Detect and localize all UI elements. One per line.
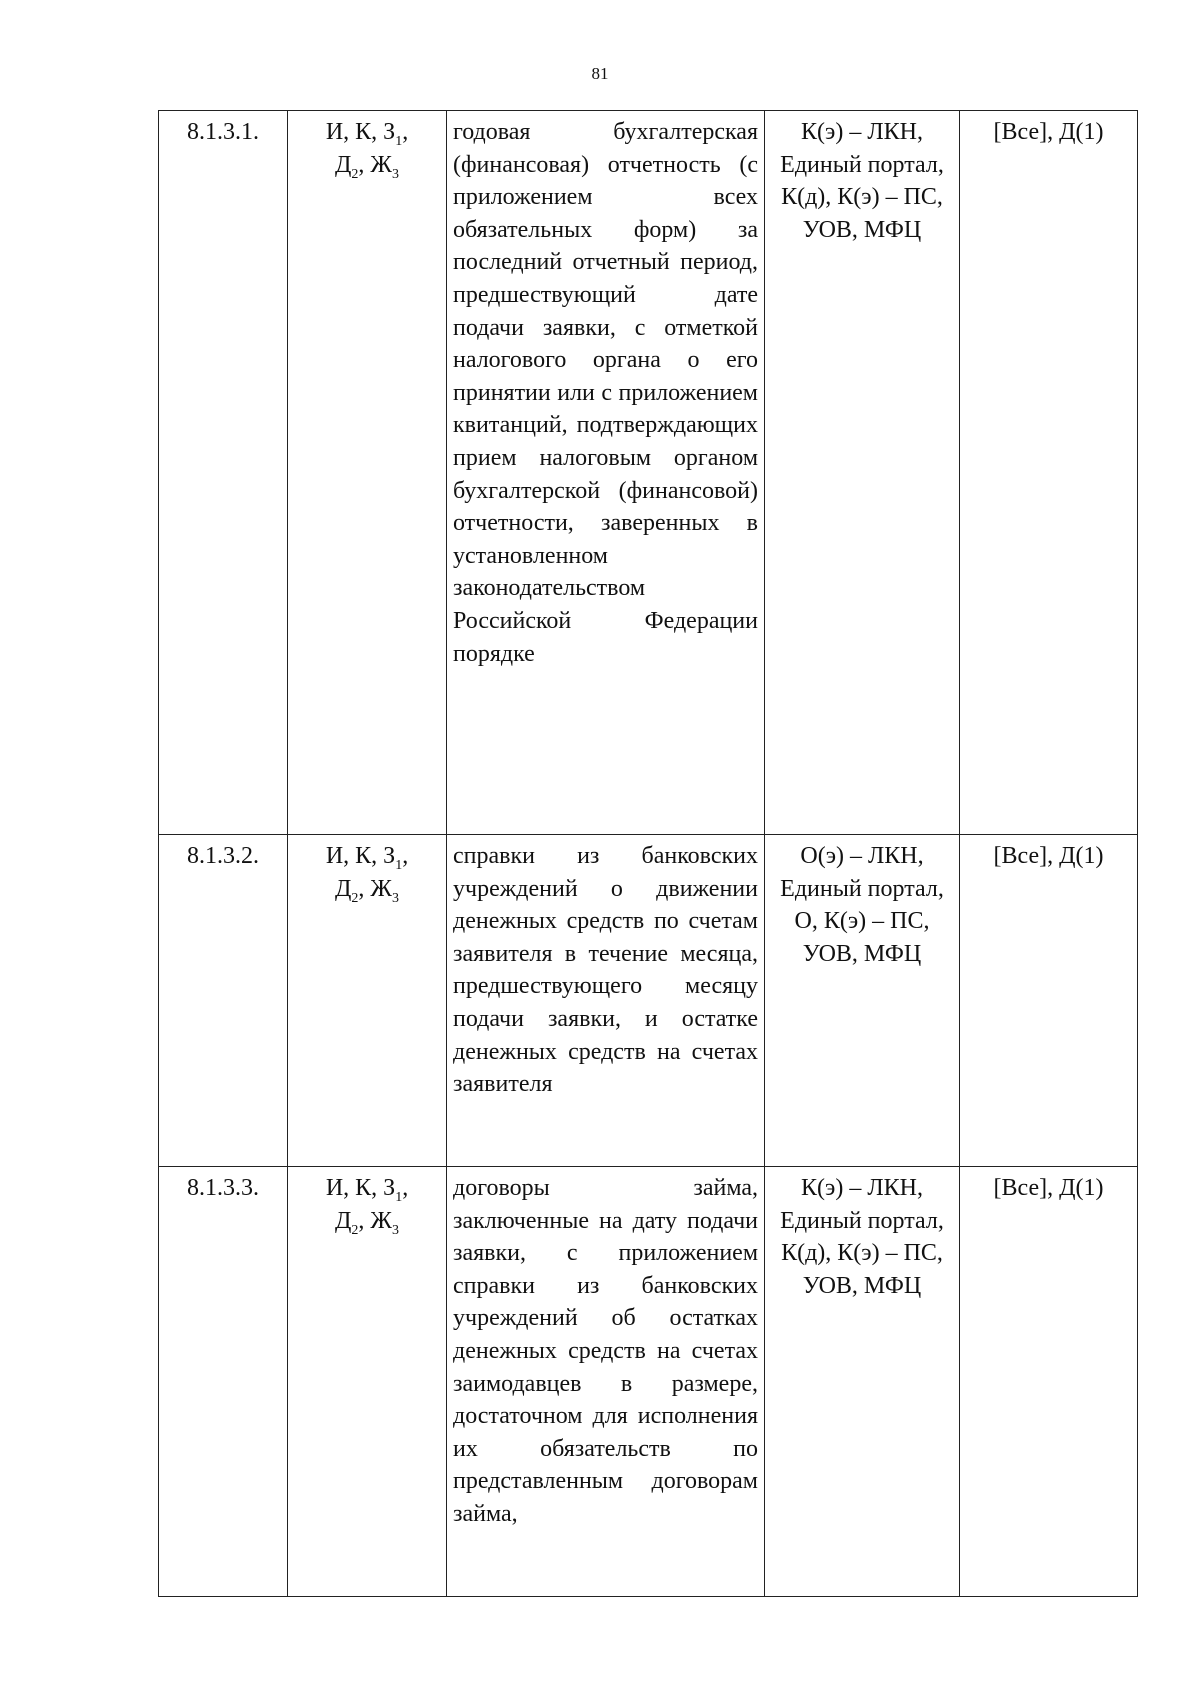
applicability: [Все], Д(1) (960, 111, 1138, 835)
requirements-table (158, 110, 1138, 1597)
applicant-codes: И, К, $З_1$, $Д_2$, $Ж_3$ (288, 111, 447, 835)
table-row (159, 1167, 1138, 1597)
submission-format: О(э) – ЛКН, Единый портал, О, К(э) – ПС, УОВ, МФЦ (765, 835, 960, 1167)
row-number: 8.1.3.2. (159, 835, 288, 1167)
table-row (159, 111, 1138, 835)
row-number: 8.1.3.3. (159, 1167, 288, 1597)
applicant-codes: И, К, $З_1$, $Д_2$, $Ж_3$ (288, 835, 447, 1167)
submission-format: К(э) – ЛКН, Единый портал, К(д), К(э) – ПС, УОВ, МФЦ (765, 111, 960, 835)
applicability: [Все], Д(1) (960, 835, 1138, 1167)
table-row (159, 835, 1138, 1167)
document-description: справки из банковских учреждений о движении денежных средств по счетам заявителя в течение месяца, предшествующего месяцу подачи заявки, и остатке денежных средств на счетах заявителя (447, 835, 765, 1167)
submission-format: К(э) – ЛКН, Единый портал, К(д), К(э) – ПС, УОВ, МФЦ (765, 1167, 960, 1597)
page-number: 81 (591, 64, 609, 83)
applicability: [Все], Д(1) (960, 1167, 1138, 1597)
applicant-codes: И, К, $З_1$, $Д_2$, $Ж_3$ (288, 1167, 447, 1597)
row-number: 8.1.3.1. (159, 111, 288, 835)
document-description: договоры займа, заключенные на дату подачи заявки, с приложением справки из банковских учреждений об остатках денежных средств на счетах заимодавцев в размере, достаточном для исполнения их обязательств по представленным договорам займа, (447, 1167, 765, 1597)
document-description: годовая бухгалтерская (финансовая) отчетность (с приложением всех обязательных форм) за последний отчетный период, предшествующий дате подачи заявки, с отметкой налогового органа о его принятии или с приложением квитанций, подтверждающих прием налоговым органом бухгалтерской (финансовой) отчетности, заверенных в установленном законодательством Российской Федерации порядке (447, 111, 765, 835)
